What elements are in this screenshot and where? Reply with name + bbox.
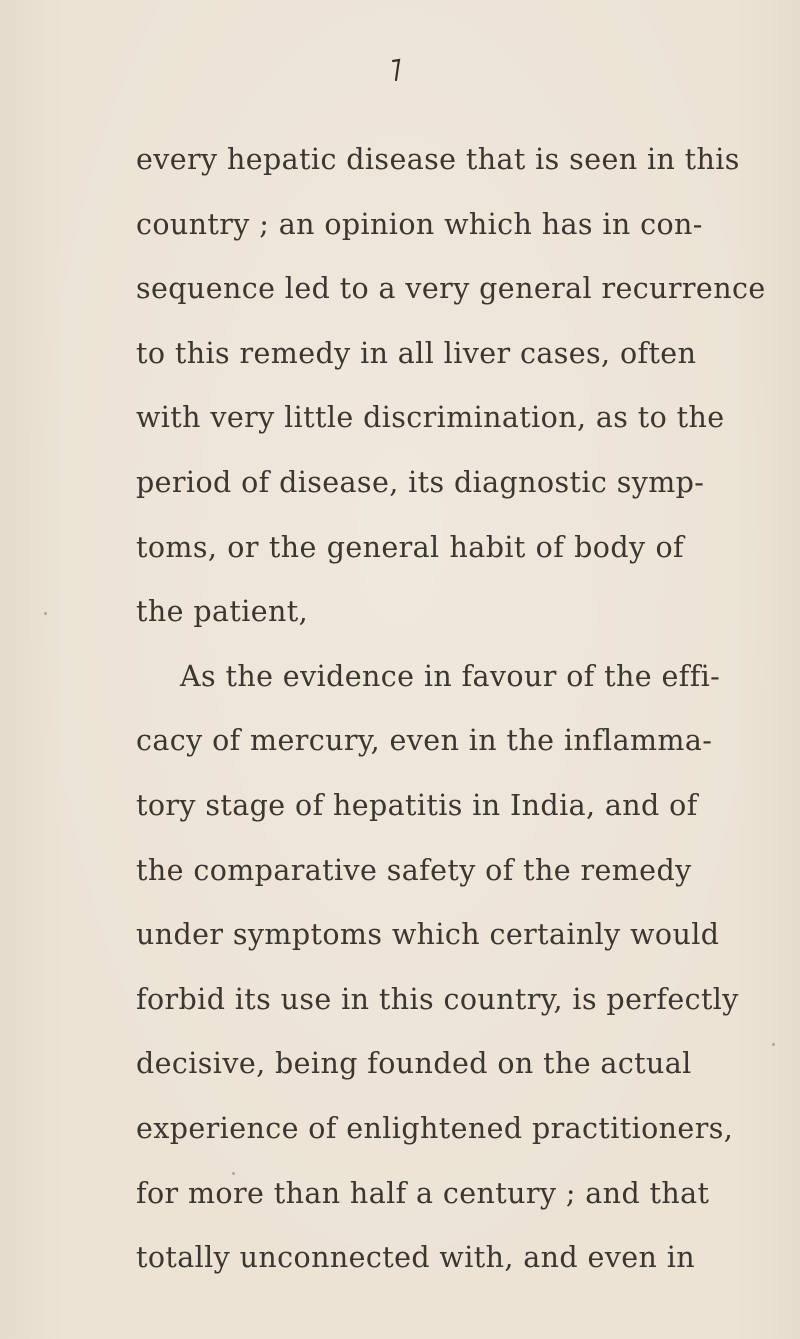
text-line: with very little discrimination, as to the (136, 401, 725, 435)
text-line: country ; an opinion which has in con- (136, 207, 703, 241)
text-line: cacy of mercury, even in the inflamma- (136, 724, 713, 758)
text-line: to this remedy in all liver cases, often (136, 336, 697, 370)
text-line: under symptoms which certainly would (136, 918, 720, 952)
text-line: As the evidence in favour of the effi- (180, 659, 721, 693)
text-line: tory stage of hepatitis in India, and of (136, 788, 698, 822)
text-line: every hepatic disease that is seen in this (136, 143, 740, 176)
text-line: the comparative safety of the remedy (136, 853, 692, 887)
text-line: sequence led to a very general recurrence (136, 272, 766, 306)
text-line: experience of enlightened practitioners, (136, 1111, 734, 1145)
body-text (136, 128, 766, 1291)
text-line: period of disease, its diagnostic symp- (136, 465, 705, 499)
text-line: forbid its use in this country, is perfectly (136, 982, 739, 1016)
text-line: the patient, (136, 595, 309, 629)
text-line: toms, or the general habit of body of (136, 530, 684, 564)
paper-speck (44, 612, 47, 615)
paper-speck (772, 1043, 775, 1046)
text-line: decisive, being founded on the actual (136, 1047, 692, 1081)
printer-mark-icon (391, 58, 401, 82)
text-line: for more than half a century ; and that (136, 1176, 710, 1210)
text-line: totally unconnected with, and even in (136, 1241, 696, 1275)
